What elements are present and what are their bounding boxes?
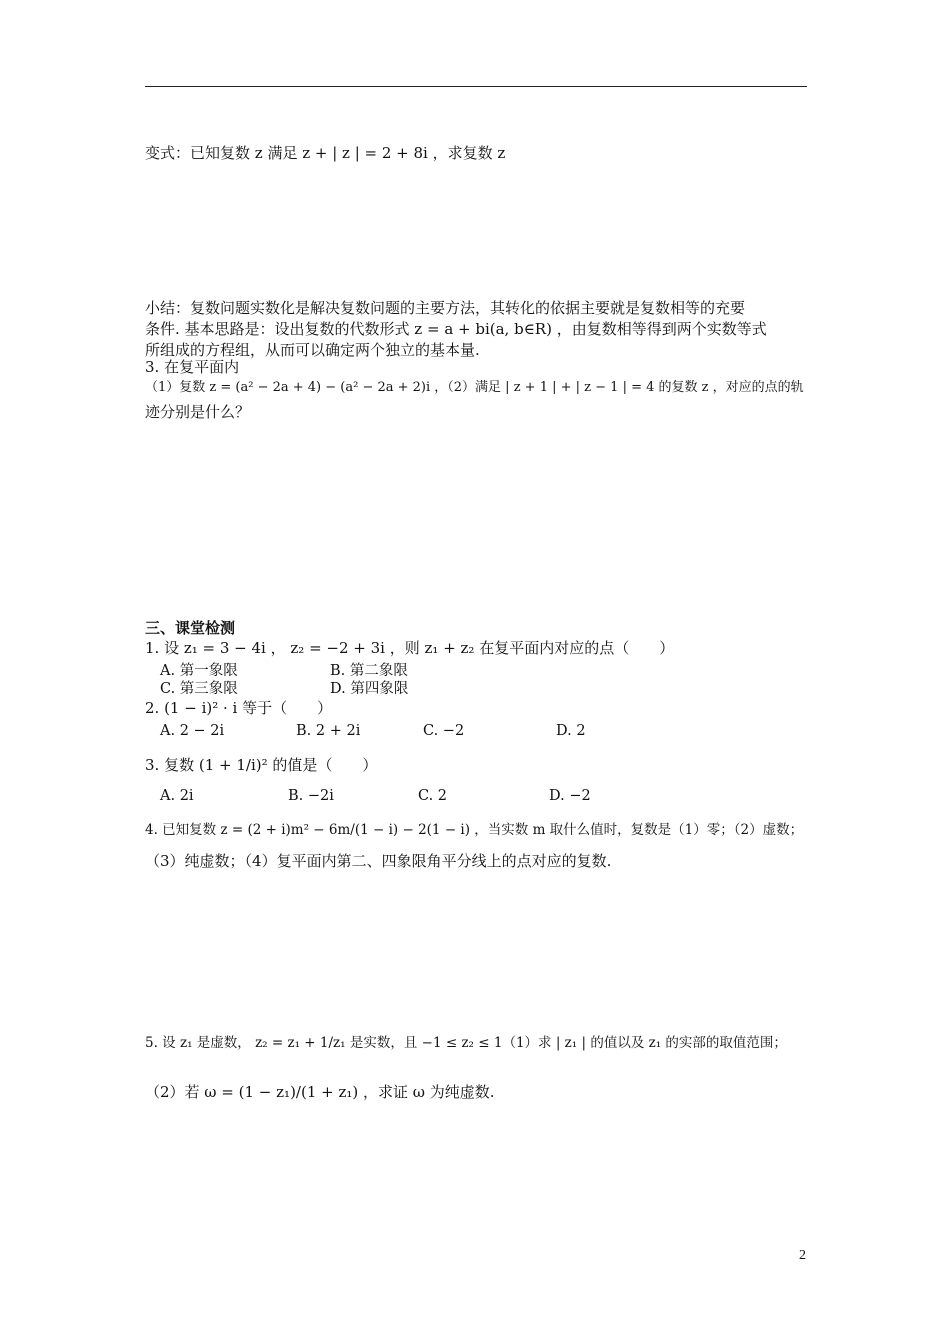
page-number: 2	[799, 1248, 806, 1263]
q3-line-2: 迹分别是什么？	[145, 403, 251, 421]
p4-line-2: （3）纯虚数；（4）复平面内第二、四象限角平分线上的点对应的复数.	[145, 852, 612, 870]
p2-option-d: D. 2	[556, 723, 586, 739]
summary-line-2: 条件. 基本思路是：设出复数的代数形式 z = a + bi(a, b∈R) ，由复数相等得到两个实数等式	[145, 320, 767, 338]
q3-line-1: （1）复数 z = (a² − 2a + 4) − (a² − 2a + 2)i ，（2）满足 | z + 1 | + | z − 1 | = 4 的复数 z ，对应的点的轨	[145, 380, 804, 395]
p3-option-d: D. −2	[549, 788, 591, 804]
p1-option-a: A. 第一象限	[160, 663, 238, 679]
p1-option-c: C. 第三象限	[160, 681, 238, 697]
header-rule	[145, 86, 807, 87]
p3-option-b: B. −2i	[288, 788, 334, 804]
p3-option-a: A. 2i	[160, 788, 194, 804]
p2-option-a: A. 2 − 2i	[160, 723, 225, 739]
summary-line-1: 小结：复数问题实数化是解决复数问题的主要方法，其转化的依据主要就是复数相等的充要	[145, 299, 746, 317]
p3-option-c: C. 2	[418, 788, 448, 804]
p1-option-b: B. 第二象限	[330, 663, 408, 679]
p2-option-c: C. −2	[423, 723, 465, 739]
variant-question: 变式：已知复数 z 满足 z + | z | = 2 + 8i ，求复数 z	[145, 144, 506, 162]
p1-stem: 1. 设 z₁ = 3 − 4i ， z₂ = −2 + 3i ，则 z₁ + z₂ 在复平面内对应的点（ ）	[145, 639, 675, 657]
p3-stem: 3. 复数 (1 + 1/i)² 的值是（ ）	[145, 756, 378, 774]
p2-option-b: B. 2 + 2i	[296, 723, 361, 739]
section-heading: 三、课堂检测	[145, 619, 236, 637]
p2-stem: 2. (1 − i)² · i 等于（ ）	[145, 699, 333, 717]
q3-title: 3. 在复平面内	[145, 358, 240, 376]
summary-line-3: 所组成的方程组，从而可以确定两个独立的基本量.	[145, 341, 480, 359]
p5-line-2: （2）若 ω = (1 − z₁)/(1 + z₁) ，求证 ω 为纯虚数.	[145, 1083, 495, 1101]
p1-option-d: D. 第四象限	[330, 681, 409, 697]
p5-line-1: 5. 设 z₁ 是虚数， z₂ = z₁ + 1/z₁ 是实数，且 −1 ≤ z₂ ≤ 1（1）求 | z₁ | 的值以及 z₁ 的实部的取值范围；	[145, 1035, 787, 1051]
p4-line-1: 4. 已知复数 z = (2 + i)m² − 6m/(1 − i) − 2(1 − i) ，当实数 m 取什么值时，复数是（1）零；（2）虚数；	[145, 822, 804, 838]
